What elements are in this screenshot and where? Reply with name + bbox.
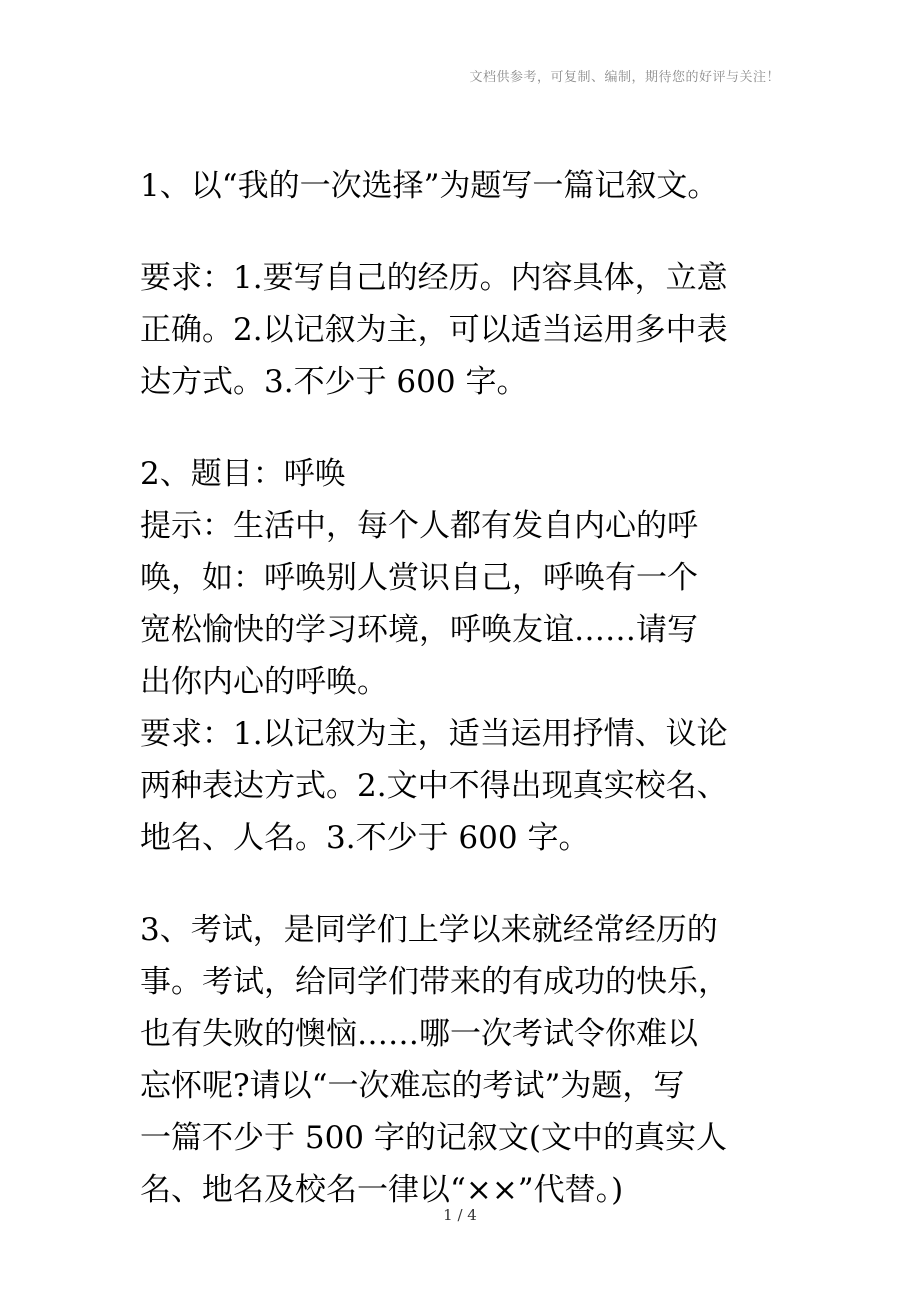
text-line: 唤，如：呼唤别人赏识自己，呼唤有一个 [140, 560, 698, 596]
section-1 [140, 160, 800, 212]
text-line: 地名、人名。3.不少于 600 字。 [140, 820, 590, 856]
text-line: 出你内心的呼唤。 [140, 664, 388, 700]
text-line: 达方式。3.不少于 600 字。 [140, 364, 528, 400]
document-body [140, 160, 800, 1216]
text-line: 1、以“我的一次选择”为题写一篇记叙文。 [140, 168, 719, 204]
section-1-requirements [140, 252, 800, 408]
text-line: 也有失败的懊恼……哪一次考试令你难以 [140, 1016, 698, 1052]
page-number: 1 / 4 [443, 1206, 477, 1224]
text-line: 一篇不少于 500 字的记叙文(文中的真实人 [140, 1120, 727, 1156]
text-line: 正确。2.以记叙为主，可以适当运用多中表 [140, 312, 728, 348]
header-note: 文档供参考，可复制、编制，期待您的好评与关注！ [469, 70, 780, 85]
text-line: 提示：生活中，每个人都有发自内心的呼 [140, 508, 698, 544]
text-line: 3、考试，是同学们上学以来就经常经历的 [140, 912, 718, 948]
text-line: 事。考试，给同学们带来的有成功的快乐， [140, 964, 729, 1000]
text-line: 要求：1.以记叙为主，适当运用抒情、议论 [140, 716, 728, 752]
text-line: 名、地名及校名一律以“××”代替。) [140, 1172, 624, 1208]
section-2 [140, 448, 800, 864]
text-line: 要求：1.要写自己的经历。内容具体，立意 [140, 260, 728, 296]
text-line: 宽松愉快的学习环境，呼唤友谊……请写 [140, 612, 698, 648]
text-line: 两种表达方式。2.文中不得出现真实校名、 [140, 768, 728, 804]
text-line: 2、题目：呼唤 [140, 456, 346, 492]
text-line: 忘怀呢?请以“一次难忘的考试”为题，写 [140, 1068, 685, 1104]
section-3 [140, 904, 800, 1216]
